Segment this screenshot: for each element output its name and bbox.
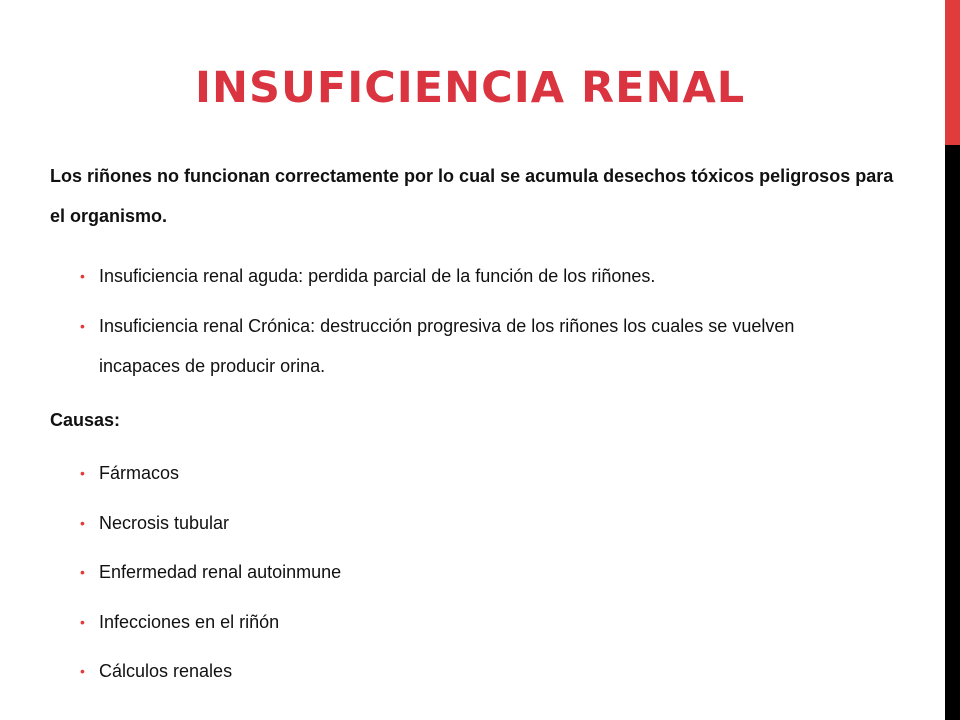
- list-item-text: Insuficiencia renal aguda: perdida parcial de la función de los riñones.: [99, 266, 656, 286]
- bullet-icon: •: [80, 465, 85, 481]
- causes-list: [80, 453, 880, 701]
- slide-title: INSUFICIENCIA RENAL: [195, 63, 746, 113]
- bullet-icon: •: [80, 663, 85, 679]
- list-item: [80, 306, 880, 386]
- side-bar-accent: [945, 0, 960, 145]
- types-list: [80, 256, 880, 396]
- intro-paragraph: Los riñones no funcionan correctamente por lo cual se acumula desechos tóxicos peligrosos para el organismo.: [50, 166, 894, 226]
- list-item-text: Infecciones en el riñón: [99, 611, 280, 632]
- list-item: [80, 503, 880, 543]
- bullet-icon: •: [80, 318, 85, 334]
- bullet-icon: •: [80, 268, 85, 284]
- list-item: [80, 453, 880, 493]
- bullet-icon: •: [80, 564, 85, 580]
- list-item: [80, 256, 880, 296]
- list-item-text: Insuficiencia renal Crónica: destrucción progresiva de los riñones los cuales se vuelven incapaces de producir orina.: [99, 316, 795, 376]
- bullet-icon: •: [80, 514, 85, 531]
- bullet-icon: •: [80, 613, 85, 630]
- causes-heading: Causas:: [50, 410, 121, 430]
- list-item-text: Fármacos: [99, 463, 180, 483]
- list-item-text: Enfermedad renal autoinmune: [99, 562, 342, 582]
- list-item: [80, 651, 880, 691]
- list-item-text: Cálculos renales: [99, 661, 233, 681]
- list-item: [80, 602, 880, 642]
- list-item-text: Necrosis tubular: [99, 512, 230, 533]
- list-item: [80, 552, 880, 592]
